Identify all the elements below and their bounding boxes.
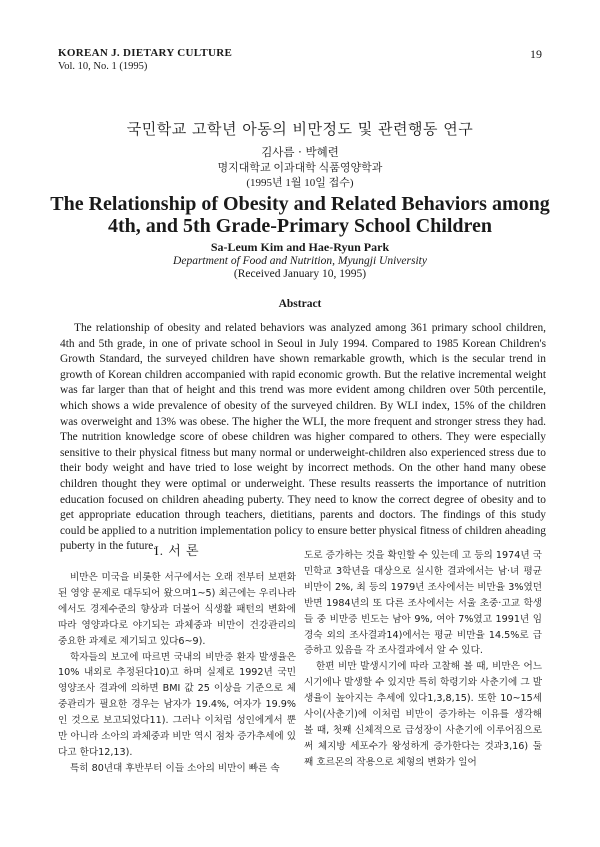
english-title xyxy=(0,193,600,237)
english-title-line1: The Relationship of Obesity and Related Behaviors among xyxy=(50,193,550,215)
section-heading-introduction: I. 서 론 xyxy=(154,543,200,558)
english-title-line2: 4th, and 5th Grade-Primary School Children xyxy=(107,215,493,237)
body-paragraph: 학자들의 보고에 따르면 국내의 비만증 환자 발생율은 10% 내외로 추정된다10)고 하며 실제로 1992년 국민 영양조사 결과에 의하면 BMI 값 25 이상을 기준으로 체중관리가 필요한 경우는 남자가 19.4%, 여자가 19.9%인 것으로 보고되었다11). 그러나 이처럼 성인에게서 뿐만 아니라 소아의 과체중과 비만 역시 점차 증가추세에 있다고 한다12,13). xyxy=(58,651,296,758)
korean-affiliation: 명지대학교 이과대학 식품영양학과 xyxy=(217,162,383,174)
page-number: 19 xyxy=(530,47,542,61)
abstract-text: The relationship of obesity and related behaviors was analyzed among 361 primary school children, 4th and 5th grade, in one of private school in Seoul in July 1994. Compared to 1985 Korean Children's Growth Standard, the surveyed children have shown remarkable growth, which is the secular trend in growth of Korean children accompanied with rapid economic growth. But the relative incremental weight was far larger than that of height and this trend was more evident among children over 50th percentile, which shows a wide prevalence of obesity of the surveyed children. By WLI index, 15% of the children was overweight and 13% was obese. The higher the WLI, the more frequent and stronger stress they had. The nutrition knowledge score of obese children was higher compared to others. They were especially sensitive to their physical fitness but many normal or underweight-children also experienced stress due to their body weight and have tried to lose weight by incorrect methods. On the other hand many obese children thought they were optimal or underweight. These results reasserts the importance of nutrition education focused on children aheading puberty. They need to know the correct degree of obesity and to get appropriate education through teachers, dietitians, parents and doctors. The findings of this study could be applied to a nutrition implementation policy to ensure better physical fitness of children aheading puberty in the future. xyxy=(60,322,546,553)
journal-volume: Vol. 10, No. 1 (1995) xyxy=(58,61,148,72)
body-paragraph: 특히 80년대 후반부터 이들 소아의 비만이 빠른 속 xyxy=(70,762,280,774)
body-paragraph: 한편 비만 발생시기에 따라 고찰해 볼 때, 비만은 어느 시기에나 발생할 수 있지만 특히 학령기와 사춘기에 그 발생율이 높아지는 추세에 있다1,3,8,15). 또한 10~15세 사이(사춘기)에 이처럼 비만이 증가하는 이유를 생각해 볼 때, 첫째 신체적으로 급성장이 사춘기에 이루어짐으로써 체지방 세포수가 왕성하게 증가한다는 것과3,16) 둘째 호르몬의 작용으로 체형의 변화가 일어 xyxy=(304,661,542,768)
korean-received-date: (1995년 1월 10일 접수) xyxy=(246,177,354,189)
english-authors: Sa-Leum Kim and Hae-Ryun Park xyxy=(210,240,390,254)
body-left-column xyxy=(58,540,296,777)
running-head xyxy=(58,46,232,74)
body-right-column xyxy=(304,548,542,771)
journal-name: KOREAN J. DIETARY CULTURE xyxy=(58,47,233,59)
body-paragraph: 비만은 미국을 비롯한 서구에서는 오래 전부터 보편화된 영양 문제로 대두되어 왔으며1~5) 최근에는 우리나라에서도 경제수준의 향상과 더불어 식생활 패턴의 변화에 따라 영양과다로 야기되는 과체중과 비만이 건강관리의 중요한 과제로 제기되고 있다6~9). xyxy=(58,572,296,647)
korean-title: 국민학교 고학년 아동의 비만정도 및 관련행동 연구 xyxy=(126,120,474,138)
korean-authors: 김사름 · 박혜련 xyxy=(261,145,339,159)
body-paragraph: 도로 증가하는 것을 확인할 수 있는데 고 등의 1974년 국민학교 3학년을 대상으로 실시한 결과에서는 남·녀 평균 비만이 2%, 최 등의 1979년 조사에서는 비만율 3%였던 반면 1984년의 또 다른 조사에서는 서울 초중·고교 학생들 중 비만증 빈도는 남아 9%, 여아 7%였고 1991년 임경숙 외의 조사결과14)에서는 평균 비만율 14.5%로 급증하고 있음을 각 조사결과에서 알 수 있다. xyxy=(304,550,542,657)
english-received-date: (Received January 10, 1995) xyxy=(233,268,367,280)
english-affiliation: Department of Food and Nutrition, Myungji University xyxy=(173,255,427,267)
abstract-heading: Abstract xyxy=(278,298,322,310)
